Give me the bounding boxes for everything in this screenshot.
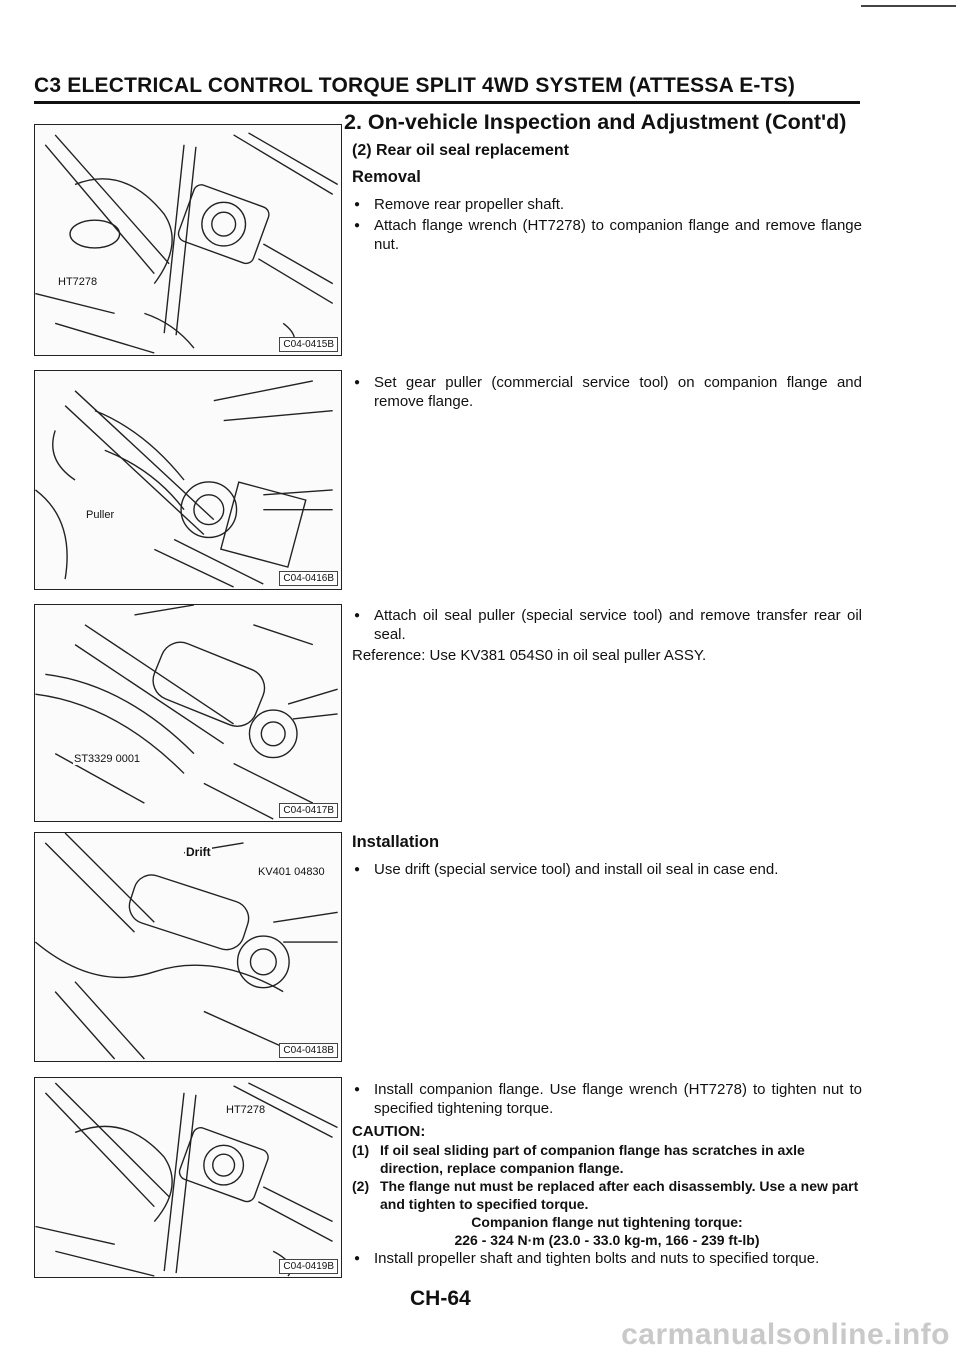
figure-code: C04-0417B	[279, 803, 338, 818]
callout-ht7278: HT7278	[58, 276, 98, 288]
section-rear-oil-seal	[352, 141, 862, 256]
caution-text: The flange nut must be replaced after each disassembly. Use a new part and tighten to specified torque.	[380, 1178, 859, 1212]
gear-puller-illustration	[35, 371, 341, 589]
bullet-use-drift: ● Use drift (special service tool) and install oil seal in case end.	[352, 860, 862, 879]
top-edge-mark	[861, 5, 956, 7]
caution-item-2	[352, 1177, 862, 1213]
oil-seal-puller-illustration	[35, 605, 341, 821]
torque-label: Companion flange nut tightening torque:	[471, 1214, 743, 1230]
page-header: C3 ELECTRICAL CONTROL TORQUE SPLIT 4WD SYSTEM (ATTESSA E-TS)	[34, 74, 860, 104]
bullet-gear-puller: ● Set gear puller (commercial service tool) on companion flange and remove flange.	[352, 373, 862, 411]
section-oil-seal-puller	[352, 606, 862, 665]
bullet-oil-seal-puller: ● Attach oil seal puller (special service tool) and remove transfer rear oil seal.	[352, 606, 862, 644]
flange-wrench-illustration	[35, 125, 341, 355]
caution-number: (1)	[352, 1142, 370, 1158]
section-installation	[352, 833, 862, 881]
section-title: (2) Rear oil seal replacement	[352, 142, 569, 159]
figure-drift	[34, 832, 342, 1062]
bullet-install-flange: ● Install companion flange. Use flange wrench (HT7278) to tighten nut to specified tightening torque.	[352, 1080, 862, 1118]
figure-code: C04-0418B	[279, 1043, 338, 1058]
page-number: CH-64	[410, 1287, 471, 1310]
caution-number: (2)	[352, 1178, 370, 1194]
removal-heading: Removal	[352, 168, 421, 186]
figure-gear-puller	[34, 370, 342, 590]
callout-ht7278: HT7278	[226, 1104, 266, 1116]
reference-note: Reference: Use KV381 054S0 in oil seal puller ASSY.	[352, 647, 707, 664]
install-flange-illustration	[35, 1078, 341, 1277]
bullet-remove-shaft: ● Remove rear propeller shaft.	[352, 195, 862, 214]
caution-text: If oil seal sliding part of companion flange has scratches in axle direction, replace companion flange.	[380, 1142, 805, 1176]
callout-drift: Drift	[186, 845, 211, 859]
section-gear-puller	[352, 373, 862, 413]
callout-kv401: KV401 04830	[258, 866, 325, 878]
callout-puller: Puller	[86, 509, 115, 521]
bullet-install-shaft: ● Install propeller shaft and tighten bolts and nuts to specified torque.	[352, 1249, 862, 1268]
watermark: carmanualsonline.info	[621, 1318, 950, 1351]
callout-st3329: ST3329 0001	[74, 753, 141, 765]
figure-code: C04-0416B	[279, 571, 338, 586]
figure-code: C04-0415B	[279, 337, 338, 352]
caution-item-1	[352, 1141, 862, 1177]
figure-install-flange	[34, 1077, 342, 1278]
section-subtitle: 2. On-vehicle Inspection and Adjustment (Cont'd)	[344, 110, 847, 134]
installation-heading: Installation	[352, 833, 440, 851]
bullet-attach-wrench: ● Attach flange wrench (HT7278) to companion flange and remove flange nut.	[352, 216, 862, 254]
torque-value: 226 - 324 N·m (23.0 - 33.0 kg-m, 166 - 239 ft-lb)	[454, 1232, 760, 1248]
caution-label: CAUTION:	[352, 1123, 426, 1140]
figure-code: C04-0419B	[279, 1259, 338, 1274]
figure-flange-wrench	[34, 124, 342, 356]
figure-oil-seal-puller	[34, 604, 342, 822]
section-install-flange	[352, 1080, 862, 1270]
